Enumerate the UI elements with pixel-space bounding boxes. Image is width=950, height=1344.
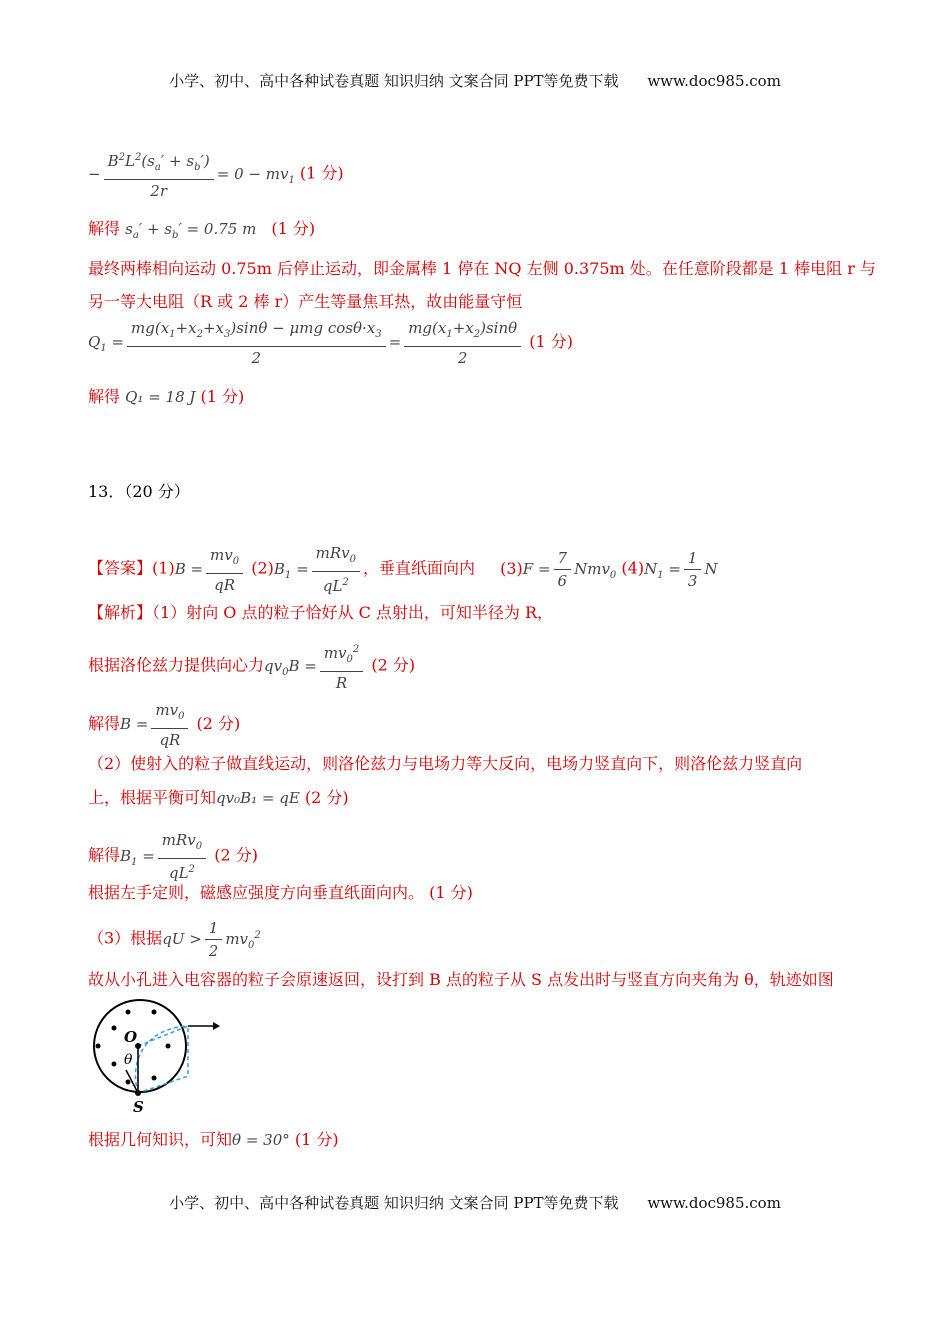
answer-2-tail: ，垂直纸面向内 <box>363 558 476 578</box>
points: (1 分) <box>200 387 245 406</box>
text: 解得 <box>88 714 121 733</box>
explanation-1 <box>88 600 553 623</box>
trajectory-box <box>138 1026 188 1093</box>
explanation-4: （2）使射入的粒子做直线运动，则洛伦兹力与电场力等大反向，电场力竖直向下，则洛伦兹力竖直向 <box>88 754 803 773</box>
page-footer <box>0 1192 950 1213</box>
value: θ = 30° <box>232 1131 290 1149</box>
explanation-6: 解得$B_1$ = $\frac{mRv_0}{qL^2}$ (2 分) <box>88 831 258 882</box>
result-line-1: 解得 $s_a' + s_b' = 0.75$ m (1 分) <box>88 219 316 241</box>
points: (1 分) <box>299 163 344 183</box>
footer-site: www.doc985.com <box>647 1194 781 1212</box>
answer-2: (2) <box>251 558 274 578</box>
label-s: S <box>133 1098 144 1114</box>
points: (1 分) <box>271 219 316 238</box>
result-line-2 <box>88 384 244 407</box>
points: (1 分) <box>529 332 574 351</box>
label-o: O <box>124 1028 138 1046</box>
explanation-9: 故从小孔进入电容器的粒子会原速返回，设打到 B 点的粒子从 S 点发出时与竖直方向夹角为 θ，轨迹如图 <box>88 970 834 989</box>
answer-label: 【答案】 <box>88 558 153 578</box>
text: 解得 <box>88 845 121 865</box>
value: qv₀B₁ = qE <box>216 789 300 807</box>
footer-text: 小学、初中、高中各种试卷真题 知识归纳 文案合同 PPT等免费下载 <box>169 1194 619 1212</box>
equation-line-1: − $\frac{B^2L^2(s_a' + s_b')}{2r}$ = $0 - mv_1$ (1 分) <box>88 148 344 201</box>
text: 根据几何知识，可知 <box>88 1130 233 1149</box>
points: (2 分) <box>214 845 258 865</box>
label-theta: θ <box>124 1052 133 1068</box>
answer-line: 【答案】(1)B = $\frac{mv_0}{qR}$ $(2)B_1$ = $\frac{mRv_0}{qL^2}$ ，垂直纸面向内 (3)F = $\frac{7}{6}$ Nmv$_0$ $(4)N_1$ = $\frac{1}{3}$ N <box>88 544 718 595</box>
text: （3）根据 <box>88 928 163 948</box>
points: (1 分) <box>294 1130 339 1149</box>
explanation-2: 根据洛伦兹力提供向心力$qv_0B$ = $\frac{mv_0^2}{R}$ (2 分) <box>88 640 415 693</box>
text-line-4: 另一等大电阻（R 或 2 棒 r）产生等量焦耳热，故由能量守恒 <box>88 292 523 311</box>
points: (2 分) <box>196 714 241 733</box>
page-header <box>0 70 950 91</box>
explanation-7: 根据左手定则，磁感应强度方向垂直纸面向内。 (1 分) <box>88 883 473 902</box>
text-line-3: 最终两棒相向运动 0.75m 后停止运动，即金属棒 1 停在 NQ 左侧 0.375m 处。在任意阶段都是 1 棒电阻 r 与 <box>88 259 876 278</box>
points: (2 分) <box>304 788 349 807</box>
trajectory-arc <box>135 1026 188 1093</box>
exit-arrowhead <box>213 1022 220 1030</box>
label: 解得 <box>88 387 121 406</box>
answer-4: (4) <box>621 558 645 578</box>
explanation-label: 【解析】 <box>88 603 153 622</box>
explanation-8: （3）根据qU > $\frac{1}{2}$ $mv_0^2$ <box>88 919 261 960</box>
explanation-3: 解得B = $\frac{mv_0}{qR}$ (2 分) <box>88 701 241 749</box>
text: （1）射向 O 点的粒子恰好从 C 点射出，可知半径为 R， <box>152 603 554 622</box>
trajectory-diagram <box>88 998 228 1118</box>
equation-line-2: $Q_1$ = $\frac{mg(x_1+x_2+x_3)\sin\theta - \mu mg \cos\theta\cdot x_3}{2}$ = $\frac{mg(x_1+x_2)\sin\theta}{2}$ (1 分) <box>88 319 574 367</box>
explanation-10 <box>88 1127 339 1150</box>
explanation-5 <box>88 785 349 808</box>
question-number: 13．（20 分） <box>88 482 190 501</box>
points: (2 分) <box>371 655 416 675</box>
field-dots <box>96 1010 171 1085</box>
header-site: www.doc985.com <box>647 72 781 90</box>
text: 上，根据平衡可知 <box>88 788 217 807</box>
text: 根据洛伦兹力提供向心力 <box>88 655 265 675</box>
label: 解得 <box>88 219 121 238</box>
answer-1: (1) <box>152 558 175 578</box>
answer-3: (3) <box>500 558 523 578</box>
value: = 0.75 m <box>186 220 257 238</box>
value: Q₁ = 18 J <box>125 388 196 406</box>
header-text: 小学、初中、高中各种试卷真题 知识归纳 文案合同 PPT等免费下载 <box>169 72 619 90</box>
